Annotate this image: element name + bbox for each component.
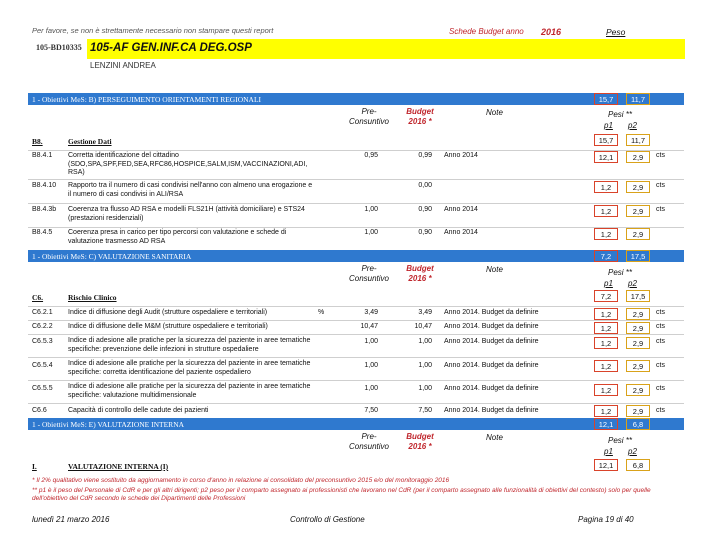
row-id: B8.4.1 [32, 152, 53, 159]
row-trail: cts [656, 362, 665, 369]
row-trail: cts [656, 182, 665, 189]
row-budget: 0,90 [418, 229, 432, 236]
row-pre-consuntivo: 1,00 [364, 206, 378, 213]
row-note: Anno 2014. Budget da definire [444, 385, 539, 392]
budget-sheet-label: Schede Budget anno [449, 27, 524, 36]
pesi-header: Pesi ** [608, 110, 633, 119]
row-id: C6.5.5 [32, 385, 53, 392]
row-p1: 1,2 [594, 360, 618, 372]
row-trail: cts [656, 152, 665, 159]
page-title: 105-AF GEN.INF.CA DEG.OSP [90, 42, 252, 54]
note-header: Note [486, 108, 503, 117]
row-id: B8.4.5 [32, 229, 53, 236]
row-trail: cts [656, 385, 665, 392]
footer-date: lunedì 21 marzo 2016 [32, 515, 110, 524]
row-pre-consuntivo: 1,00 [364, 338, 378, 345]
row-id: C6.2.1 [32, 309, 53, 316]
row-p1: 1,2 [594, 337, 618, 349]
row-p2: 2,9 [626, 384, 650, 396]
group-name: Gestione Dati [68, 137, 112, 146]
row-p2: 2,9 [626, 228, 650, 240]
row-pre-consuntivo: 7,50 [364, 407, 378, 414]
row-description: Coerenza tra flusso AD RSA e modelli FLS21H (attività domiciliare) e STS24 (prestazioni residenziali) [68, 206, 305, 222]
row-description: Rapporto tra il numero di casi condivisi nell'anno con almeno una erogazione e il numero di casi condivisi in ALI/RSA [68, 182, 313, 198]
row-budget: 0,99 [418, 152, 432, 159]
footnote-pesi: ** p1 è il peso del Personale di CdR e per gli altri dirigenti; p2 peso per il comparto assegnato ai professionisti che lavorano nel CdR (per il comparto assegnato alle funzionalità di obiettivi del contesto) solo per quelle dell'obiettivo del CdR secondo le schede dei Dipartimenti delle Professioni [32, 487, 651, 502]
row-id: B8.4.10 [32, 182, 57, 189]
row-p1: 12,1 [594, 151, 618, 163]
pre-consuntivo-header: Pre- Consuntivo [348, 264, 390, 283]
note-header: Note [486, 433, 503, 442]
note-header: Note [486, 265, 503, 274]
row-id: C6.2.2 [32, 323, 53, 330]
row-pre-consuntivo: 1,00 [364, 229, 378, 236]
row-p1: 1,2 [594, 405, 618, 417]
pre-consuntivo-header: Pre- Consuntivo [348, 432, 390, 451]
p1-header: p1 [604, 279, 613, 288]
row-p2: 2,9 [626, 337, 650, 349]
row-trail: cts [656, 323, 665, 330]
row-p2: 2,9 [626, 181, 650, 193]
row-pre-consuntivo: 1,00 [364, 385, 378, 392]
row-p1: 1,2 [594, 205, 618, 217]
row-budget: 10,47 [414, 323, 432, 330]
section-p1: 12,1 [594, 418, 618, 430]
row-p1: 1,2 [594, 322, 618, 334]
row-p2: 2,9 [626, 308, 650, 320]
row-note: Anno 2014. Budget da definire [444, 338, 539, 345]
row-description: Corretta identificazione del cittadino (SDO,SPA,SPF,FED,SEA,RFC86,HOSPICE,SALM,ISM,VACCINAZIONI,ADI, RSA) [68, 152, 308, 177]
group-p1: 15,7 [594, 134, 618, 146]
pesi-header: Pesi ** [608, 436, 633, 445]
row-p2: 2,9 [626, 360, 650, 372]
row-description: Indice di adesione alle pratiche per la sicurezza del paziente in aree tematiche specifiche: corretta identificazione del paziente ospedaliero [68, 360, 311, 376]
row-trail: cts [656, 309, 665, 316]
row-budget: 0,90 [418, 206, 432, 213]
row-description: Indice di adesione alle pratiche per la sicurezza del paziente in aree tematiche specifiche: valutazione multidimensionale [68, 383, 311, 399]
row-description: Coerenza presa in carico per tipo percorsi con valutazione e schede di valutazione trasmesso AD RSA [68, 229, 287, 245]
group-p1: 7,2 [594, 290, 618, 302]
cdr-code: 105-BD10335 [36, 43, 82, 52]
section-p1: 7,2 [594, 250, 618, 262]
section-title: 1 - Obiettivi MeS: C) VALUTAZIONE SANITARIA [32, 252, 192, 261]
budget-header: Budget 2016 * [406, 264, 434, 283]
peso-label: Peso [606, 27, 626, 37]
row-note: Anno 2014. Budget da definire [444, 323, 539, 330]
row-budget: 7,50 [418, 407, 432, 414]
group-p2: 6,8 [626, 459, 650, 471]
budget-header: Budget 2016 * [406, 107, 434, 126]
section-p2: 11,7 [626, 93, 650, 105]
section-p2: 17,5 [626, 250, 650, 262]
row-note: Anno 2014 [444, 206, 478, 213]
pesi-header: Pesi ** [608, 268, 633, 277]
group-name: Rischio Clinico [68, 293, 117, 302]
row-id: C6.5.3 [32, 338, 53, 345]
row-description: Indice di diffusione degli Audit (strutture ospedaliere e territoriali) [68, 309, 268, 316]
row-id: C6.5.4 [32, 362, 53, 369]
footer-page: Pagina 19 di 40 [578, 515, 634, 524]
row-description: Indice di adesione alle pratiche per la sicurezza del paziente in aree tematiche specifiche: prevenzione delle infezioni in strutture ospedaliere [68, 337, 311, 353]
group-p2: 11,7 [626, 134, 650, 146]
group-code: B8. [32, 137, 43, 146]
row-p2: 2,9 [626, 322, 650, 334]
row-note: Anno 2014 [444, 152, 478, 159]
row-pre-consuntivo: 0,95 [364, 152, 378, 159]
group-code: C6. [32, 293, 44, 302]
footer-center: Controllo di Gestione [290, 515, 365, 524]
section-title: 1 - Obiettivi MeS: E) VALUTAZIONE INTERNA [32, 420, 185, 429]
group-p1: 12,1 [594, 459, 618, 471]
row-budget: 1,00 [418, 385, 432, 392]
row-budget: 1,00 [418, 338, 432, 345]
row-p2: 2,9 [626, 151, 650, 163]
row-note: Anno 2014. Budget da definire [444, 362, 539, 369]
row-pre-consuntivo: 10,47 [360, 323, 378, 330]
row-p2: 2,9 [626, 405, 650, 417]
group-code: I. [32, 462, 37, 471]
row-pre-consuntivo: 3,49 [364, 309, 378, 316]
row-p1: 1,2 [594, 308, 618, 320]
row-note: Anno 2014 [444, 229, 478, 236]
row-note: Anno 2014. Budget da definire [444, 407, 539, 414]
section-p2: 6,8 [626, 418, 650, 430]
section-title: 1 - Obiettivi MeS: B) PERSEGUIMENTO ORIENTAMENTI REGIONALI [32, 95, 262, 104]
row-note: Anno 2014. Budget da definire [444, 309, 539, 316]
p1-header: p1 [604, 447, 613, 456]
footnote-budget: * Il 2% qualitativo viene sostituito da aggiornamento in corso d'anno in relazione ai consolidato del preconsuntivo 2015 e/o del monitoraggio 2016 [32, 477, 450, 484]
group-name: VALUTAZIONE INTERNA (I) [68, 462, 169, 471]
row-budget: 0,00 [418, 182, 432, 189]
p2-header: p2 [628, 447, 637, 456]
budget-header: Budget 2016 * [406, 432, 434, 451]
row-budget: 1,00 [418, 362, 432, 369]
row-budget: 3,49 [418, 309, 432, 316]
budget-year: 2016 [541, 27, 562, 37]
row-description: Indice di diffusione delle M&M (strutture ospedaliere e territoriali) [68, 323, 268, 330]
responsible-name: LENZINI ANDREA [90, 61, 156, 70]
group-p2: 17,5 [626, 290, 650, 302]
row-p1: 1,2 [594, 181, 618, 193]
p2-header: p2 [628, 279, 637, 288]
row-trail: cts [656, 206, 665, 213]
section-p1: 15,7 [594, 93, 618, 105]
p1-header: p1 [604, 121, 613, 130]
row-id: B8.4.3b [32, 206, 57, 213]
row-trail: cts [656, 407, 665, 414]
row-id: C6.6 [32, 407, 47, 414]
row-p1: 1,2 [594, 384, 618, 396]
row-p1: 1,2 [594, 228, 618, 240]
row-p2: 2,9 [626, 205, 650, 217]
row-unit: % [318, 309, 325, 316]
print-warning-note: Per favore, se non è strettamente necessario non stampare questi report [32, 26, 274, 35]
pre-consuntivo-header: Pre- Consuntivo [348, 107, 390, 126]
row-pre-consuntivo: 1,00 [364, 362, 378, 369]
row-description: Capacità di controllo delle cadute dei pazienti [68, 407, 209, 414]
p2-header: p2 [628, 121, 637, 130]
row-trail: cts [656, 338, 665, 345]
